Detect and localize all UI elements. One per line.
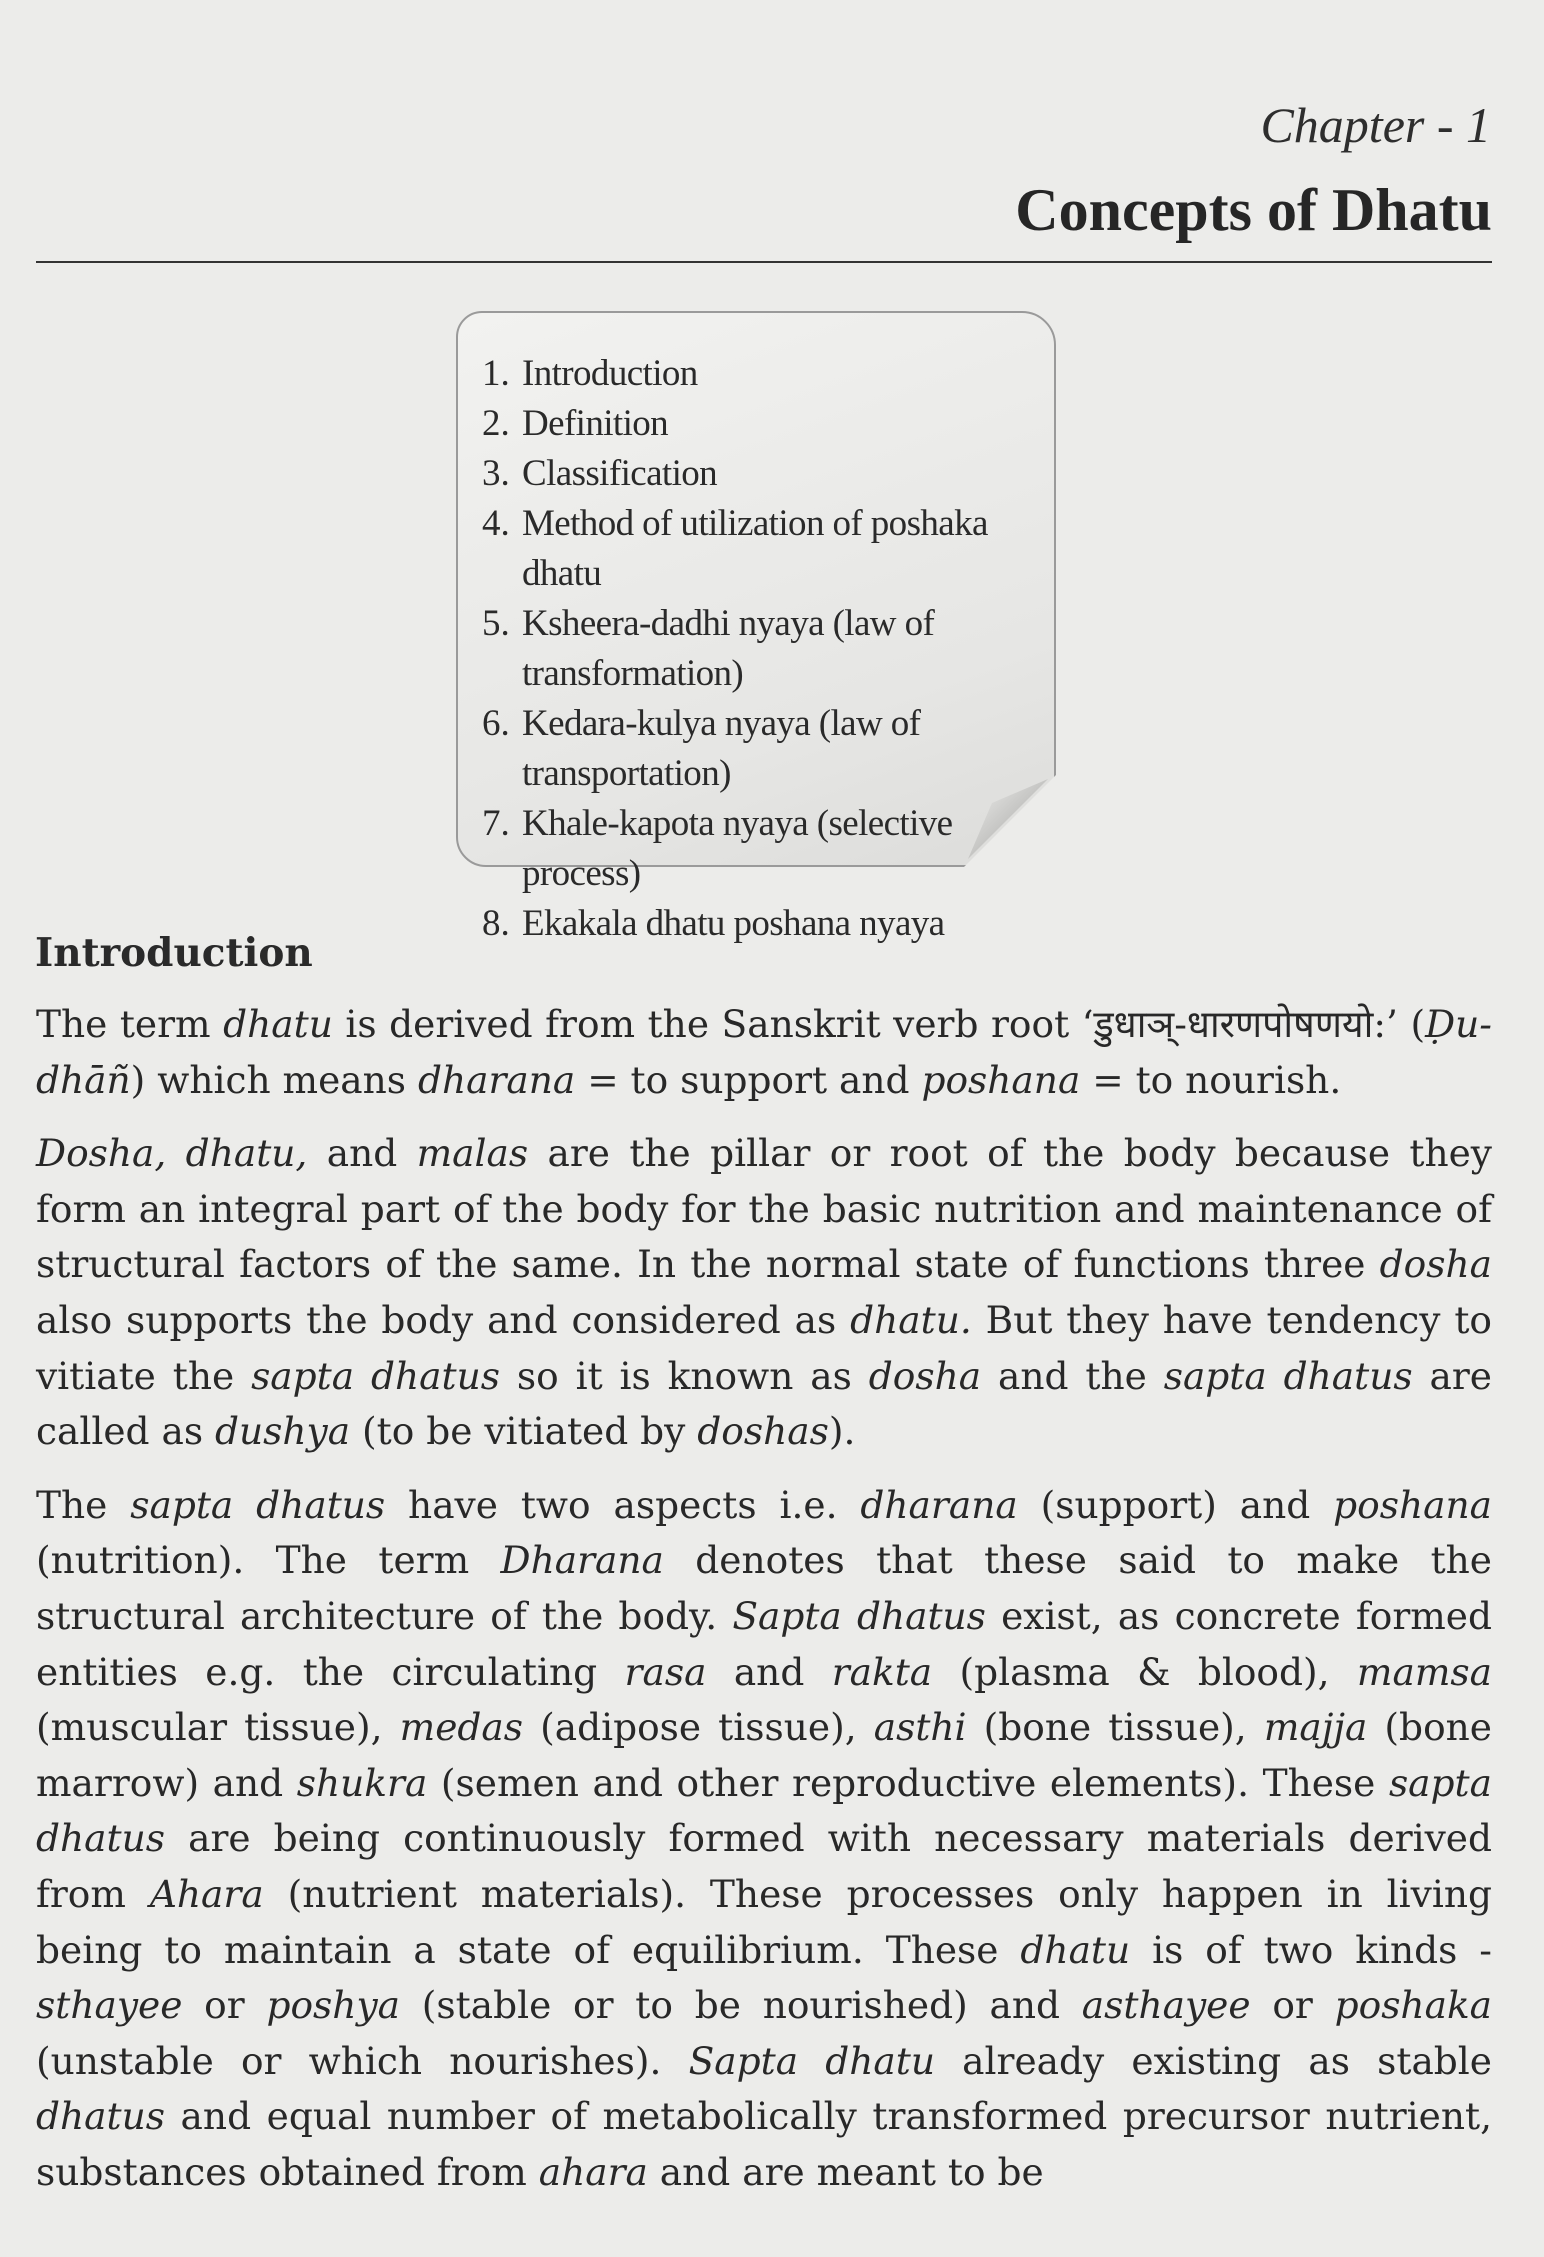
text-run: But they have tendency to vitiate the [36, 1297, 1492, 1398]
italic-term: Ahara [149, 1871, 264, 1916]
text-run: The term [36, 1002, 224, 1046]
text-run: exist, as concrete formed entities e.g. the circulating [36, 1593, 1492, 1694]
text-run: and equal number of metabolically transformed precursor nutrient, substances obtained from [36, 2094, 1492, 2194]
header-divider [36, 261, 1492, 263]
italic-term: dharana [417, 1057, 576, 1102]
paragraph [36, 1126, 1492, 1460]
contents-item-number: 7. [482, 803, 510, 844]
text-run: ). [828, 1409, 856, 1454]
text-run: (bone tissue), [966, 1705, 1264, 1750]
italic-term: poshana [1333, 1482, 1492, 1527]
text-run: = to support and [575, 1057, 922, 1102]
chapter-contents-box [456, 311, 1056, 944]
italic-term: sapta dhatus [36, 1760, 1492, 1861]
text-run: (stable or to be nourished) and [400, 1983, 1082, 2028]
text-run: (nutrition). The term [36, 1538, 501, 1583]
text-run: are the pillar or root of the body because they form an integral part of the body for the basic nutrition and maintenance of structural factors of the same. In the normal state of functions three [36, 1131, 1492, 1287]
introduction-body [36, 997, 1492, 2218]
contents-item-number: 6. [482, 703, 510, 744]
italic-term: mamsa [1356, 1649, 1492, 1694]
contents-item [482, 499, 1042, 599]
contents-item [482, 449, 1042, 499]
text-run: (unstable or which nourishes). [36, 2038, 689, 2083]
contents-item-text: Khale-kapota nyaya (selective process) [522, 803, 953, 894]
italic-term: dhatu. [850, 1297, 972, 1342]
text-run: or [1250, 1983, 1335, 2028]
contents-item [482, 699, 1042, 799]
text-run: and are meant to be [647, 2149, 1044, 2194]
text-run: (semen and other reproductive elements). These [427, 1760, 1389, 1805]
contents-item [482, 799, 1042, 899]
text-run: (muscular tissue), [36, 1705, 400, 1750]
paragraph [36, 997, 1492, 1108]
contents-item-number: 5. [482, 603, 510, 644]
italic-term: dushya [215, 1409, 351, 1454]
text-run: (adipose tissue), [523, 1705, 874, 1750]
italic-term: Ḍu-dhāñ [36, 1002, 1492, 1102]
text-run: and the [981, 1353, 1164, 1398]
italic-term: sapta dhatus [130, 1482, 386, 1527]
text-run: have two aspects i.e. [385, 1482, 861, 1527]
italic-term: ahara [538, 2149, 648, 2194]
contents-item-number: 3. [482, 453, 510, 494]
italic-term: majja [1263, 1705, 1368, 1750]
contents-item [482, 899, 1042, 949]
text-run: or [182, 1983, 267, 2028]
italic-term: sthayee [36, 1983, 183, 2028]
text-run: are called as [36, 1353, 1492, 1454]
section-heading-introduction: Introduction [35, 930, 313, 976]
chapter-title: Concepts of Dhatu [1015, 177, 1492, 243]
contents-item-number: 2. [482, 403, 510, 444]
italic-term: medas [399, 1705, 523, 1750]
italic-term: malas [416, 1131, 529, 1176]
contents-item-text: Kedara-kulya nyaya (law of transportation) [522, 703, 921, 794]
italic-term: poshaka [1334, 1983, 1493, 2028]
italic-term: asthayee [1081, 1983, 1251, 2028]
text-run: = to nourish. [1080, 1057, 1342, 1102]
text-run: also supports the body and considered as [36, 1297, 851, 1342]
italic-term: dhatus [36, 2094, 165, 2139]
contents-item-number: 8. [482, 903, 510, 944]
contents-item [482, 399, 1042, 449]
paragraph [36, 1478, 1492, 2201]
text-run: (bone marrow) and [36, 1705, 1492, 1805]
text-run: The [36, 1482, 131, 1527]
text-run: already existing as stable [935, 2038, 1492, 2083]
italic-term: Dosha, dhatu, [36, 1131, 308, 1176]
italic-term: sapta dhatus [251, 1353, 500, 1398]
text-run: (to be vitiated by [350, 1409, 698, 1454]
text-run: ) which means [130, 1057, 418, 1102]
contents-item-text: Ekakala dhatu poshana nyaya [522, 903, 945, 944]
italic-term: Sapta dhatus [732, 1593, 986, 1638]
contents-item-text: Definition [522, 403, 669, 444]
text-run: so it is known as [499, 1353, 869, 1398]
contents-item-text: Ksheera-dadhi nyaya (law of transformation) [522, 603, 935, 694]
italic-term: rakta [831, 1649, 933, 1694]
italic-term: dosha [868, 1353, 982, 1398]
italic-term: poshya [266, 1983, 400, 2028]
italic-term: sapta dhatus [1163, 1353, 1413, 1398]
italic-term: asthi [873, 1705, 967, 1750]
italic-term: dhatu [1020, 1927, 1131, 1972]
contents-item-text: Method of utilization of poshaka dhatu [522, 503, 988, 594]
contents-item-text: Classification [522, 453, 718, 494]
text-run: are being continuously formed with necessary materials derived from [36, 1816, 1492, 1916]
italic-term: Dharana [500, 1538, 664, 1583]
text-run: denotes that these said to make the structural architecture of the body. [36, 1538, 1492, 1638]
contents-item-text: Introduction [522, 353, 698, 394]
contents-item-number: 1. [482, 353, 510, 394]
contents-item [482, 599, 1042, 699]
italic-term: rasa [624, 1649, 707, 1694]
text-run: (nutrient materials). These processes only happen in living being to maintain a state of equilibrium. These [36, 1871, 1492, 1972]
italic-term: doshas [697, 1409, 829, 1454]
italic-term: dosha [1379, 1242, 1492, 1287]
italic-term: Sapta dhatu [688, 2038, 935, 2083]
italic-term: dharana [860, 1482, 1018, 1527]
chapter-contents-list [458, 313, 1054, 949]
italic-term: dhatu [223, 1002, 333, 1046]
text-run: and [706, 1649, 832, 1694]
text-run: is of two kinds - [1130, 1927, 1492, 1972]
contents-item-number: 4. [482, 503, 510, 544]
text-run: and [307, 1131, 417, 1176]
text-run: (plasma & blood), [932, 1649, 1357, 1694]
contents-item [482, 349, 1042, 399]
text-run: (support) and [1017, 1482, 1334, 1527]
italic-term: shukra [296, 1760, 428, 1805]
italic-term: poshana [921, 1057, 1081, 1102]
chapter-label: Chapter - 1 [1260, 97, 1491, 153]
text-run: is derived from the Sanskrit verb root ‘डुधाञ्-धारणपोषणयो:’ ( [332, 1002, 1426, 1046]
